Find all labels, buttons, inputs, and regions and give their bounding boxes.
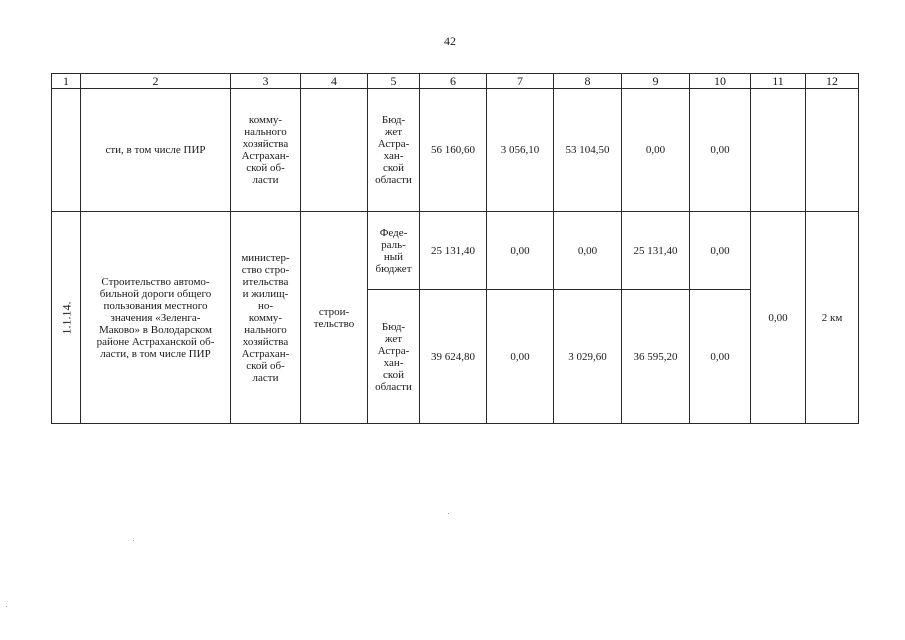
column-header-4: 4: [301, 74, 368, 89]
column-header-row: [52, 74, 859, 89]
source-federal-cell: [368, 212, 420, 290]
source-regional-name: Бюд- жет Астра- хан- ской области: [375, 320, 412, 393]
continuation-executor-cell: [231, 89, 301, 212]
column-header-9: 9: [622, 74, 690, 89]
item-executor: министер- ство стро- ительства и жилищ- но- комму- нального хозяйства Астрахан- ской об- ласти: [241, 251, 290, 384]
source-regional-cell: [368, 290, 420, 424]
scan-speck: [448, 513, 449, 514]
source-federal-name: Феде- раль- ный бюджет: [375, 226, 412, 275]
continuation-row: [52, 89, 859, 212]
item-executor-cell: [231, 212, 301, 424]
continuation-value-12: [806, 89, 859, 212]
column-header-1: 1: [52, 74, 81, 89]
continuation-value-8: 53 104,50: [554, 89, 622, 212]
column-header-5: 5: [368, 74, 420, 89]
continuation-source-cell: [368, 89, 420, 212]
column-header-6: 6: [420, 74, 487, 89]
source-federal-value-8: 0,00: [554, 212, 622, 290]
budget-table: [51, 73, 859, 424]
column-header-10: 10: [690, 74, 751, 89]
item-direction-cell: [301, 212, 368, 424]
page-number: 42: [444, 34, 456, 48]
continuation-source: Бюд- жет Астра- хан- ской области: [375, 114, 412, 186]
item-value-12: 2 км: [806, 212, 859, 424]
source-regional-total: 39 624,80: [420, 290, 487, 424]
column-header-8: 8: [554, 74, 622, 89]
source-federal-value-7: 0,00: [487, 212, 554, 290]
source-regional-value-8: 3 029,60: [554, 290, 622, 424]
source-federal-total: 25 131,40: [420, 212, 487, 290]
continuation-total: 56 160,60: [420, 89, 487, 212]
item-number: 1.1.14.: [59, 301, 73, 334]
item-name-cell: [81, 212, 231, 424]
source-federal-value-10: 0,00: [690, 212, 751, 290]
item-name: Строительство автомо- бильной дороги общего пользования местного значения «Зеленга- Маково» в Володарском районе Астраханской об- ласти, в том числе ПИР: [96, 275, 215, 360]
item-value-11: 0,00: [751, 212, 806, 424]
source-federal-value-9: 25 131,40: [622, 212, 690, 290]
continuation-value-10: 0,00: [690, 89, 751, 212]
continuation-value-7: 3 056,10: [487, 89, 554, 212]
column-header-3: 3: [231, 74, 301, 89]
column-header-11: 11: [751, 74, 806, 89]
source-regional-value-9: 36 595,20: [622, 290, 690, 424]
column-header-2: 2: [81, 74, 231, 89]
column-header-7: 7: [487, 74, 554, 89]
continuation-executor: комму- нального хозяйства Астрахан- ской об- ласти: [241, 114, 290, 186]
item-direction: строи- тельство: [313, 305, 355, 330]
continuation-name-cell: [81, 89, 231, 212]
continuation-value-9: 0,00: [622, 89, 690, 212]
continuation-name: сти, в том числе ПИР: [105, 144, 206, 156]
continuation-direction-cell: [301, 89, 368, 212]
item-number-cell: [52, 212, 81, 424]
scan-speck: [6, 606, 7, 607]
source-regional-value-10: 0,00: [690, 290, 751, 424]
continuation-number-cell: [52, 89, 81, 212]
item-row-federal: [52, 212, 859, 290]
continuation-value-11: [751, 89, 806, 212]
column-header-12: 12: [806, 74, 859, 89]
source-regional-value-7: 0,00: [487, 290, 554, 424]
scan-speck: [133, 540, 134, 541]
